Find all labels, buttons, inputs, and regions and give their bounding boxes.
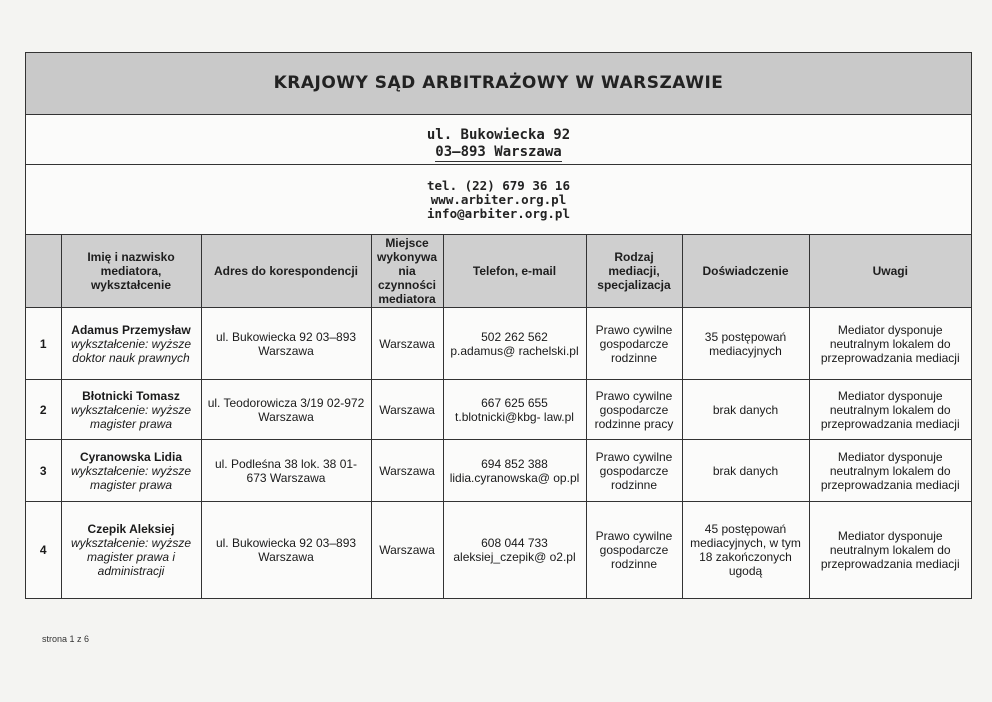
table-header-row xyxy=(26,235,971,308)
court-website[interactable]: www.arbiter.org.pl xyxy=(430,192,567,207)
address-city: 03–893 Warszawa xyxy=(435,144,562,160)
court-email[interactable]: info@arbiter.org.pl xyxy=(427,206,570,221)
col-header-name: Imię i nazwisko mediatora, wykształcenie xyxy=(61,235,201,308)
page-number: strona 1 z 6 xyxy=(42,634,90,644)
mediator-contact[interactable]: 502 262 562 p.adamus@ rachelski.pl xyxy=(443,308,586,380)
mediator-experience: brak danych xyxy=(682,380,809,440)
col-header-experience: Doświadczenie xyxy=(682,235,809,308)
mediator-experience: 35 postępowań mediacyjnych xyxy=(682,308,809,380)
mediator-notes: Mediator dysponuje neutralnym lokalem do przeprowadzania mediacji xyxy=(809,308,971,380)
table-row xyxy=(26,308,971,380)
mediation-type: Prawo cywilne gospodarcze rodzinne xyxy=(586,502,682,598)
mediator-notes: Mediator dysponuje neutralnym lokalem do przeprowadzania mediacji xyxy=(809,380,971,440)
mediator-place: Warszawa xyxy=(371,502,443,598)
mediator-contact[interactable]: 694 852 388 lidia.cyranowska@ op.pl xyxy=(443,440,586,502)
mediator-address: ul. Teodorowicza 3/19 02-972 Warszawa xyxy=(201,380,371,440)
mediator-place: Warszawa xyxy=(371,308,443,380)
table-row xyxy=(26,380,971,440)
mediator-list-sheet xyxy=(25,52,972,599)
mediator-experience: brak danych xyxy=(682,440,809,502)
court-phone: tel. (22) 679 36 16 xyxy=(427,178,570,193)
mediator-education: wykształcenie: wyższe doktor nauk prawnych xyxy=(70,336,192,365)
table-row xyxy=(26,502,971,598)
mediator-name: Czepik Aleksiej xyxy=(87,521,175,536)
table-row xyxy=(26,440,971,502)
mediator-place: Warszawa xyxy=(371,380,443,440)
mediator-cell xyxy=(61,502,201,598)
row-number: 4 xyxy=(26,502,61,598)
mediator-name: Błotnicki Tomasz xyxy=(82,388,180,403)
col-header-notes: Uwagi xyxy=(809,235,971,308)
row-number: 2 xyxy=(26,380,61,440)
mediation-type: Prawo cywilne gospodarcze rodzinne xyxy=(586,440,682,502)
col-header-place: Miejsce wykonywa nia czynności mediatora xyxy=(371,235,443,308)
court-contact xyxy=(26,165,971,235)
row-number: 3 xyxy=(26,440,61,502)
mediation-type: Prawo cywilne gospodarcze rodzinne pracy xyxy=(586,380,682,440)
mediator-address: ul. Podleśna 38 lok. 38 01-673 Warszawa xyxy=(201,440,371,502)
col-header-address: Adres do korespondencji xyxy=(201,235,371,308)
mediator-cell xyxy=(61,380,201,440)
mediator-contact[interactable]: 667 625 655 t.blotnicki@kbg- law.pl xyxy=(443,380,586,440)
mediator-name: Cyranowska Lidia xyxy=(79,449,183,464)
mediator-place: Warszawa xyxy=(371,440,443,502)
mediator-cell xyxy=(61,440,201,502)
mediator-address: ul. Bukowiecka 92 03–893 Warszawa xyxy=(201,308,371,380)
row-number: 1 xyxy=(26,308,61,380)
mediator-notes: Mediator dysponuje neutralnym lokalem do przeprowadzania mediacji xyxy=(809,440,971,502)
mediator-education: wykształcenie: wyższe magister prawa xyxy=(70,463,192,492)
mediation-type: Prawo cywilne gospodarcze rodzinne xyxy=(586,308,682,380)
col-header-contact: Telefon, e-mail xyxy=(443,235,586,308)
col-header-type: Rodzaj mediacji, specjalizacja xyxy=(586,235,682,308)
mediators-table xyxy=(26,235,971,598)
mediator-education: wykształcenie: wyższe magister prawa xyxy=(70,402,192,431)
mediator-name: Adamus Przemysław xyxy=(71,322,191,337)
mediator-contact[interactable]: 608 044 733 aleksiej_czepik@ o2.pl xyxy=(443,502,586,598)
court-title: KRAJOWY SĄD ARBITRAŻOWY W WARSZAWIE xyxy=(26,53,971,115)
address-street: ul. Bukowiecka 92 xyxy=(426,127,571,143)
mediator-notes: Mediator dysponuje neutralnym lokalem do przeprowadzania mediacji xyxy=(809,502,971,598)
mediator-education: wykształcenie: wyższe magister prawa i administracji xyxy=(70,535,192,578)
court-address xyxy=(26,115,971,165)
mediator-cell xyxy=(61,308,201,380)
col-header-number xyxy=(26,235,61,308)
mediator-experience: 45 postępowań mediacyjnych, w tym 18 zakończonych ugodą xyxy=(682,502,809,598)
mediator-address: ul. Bukowiecka 92 03–893 Warszawa xyxy=(201,502,371,598)
